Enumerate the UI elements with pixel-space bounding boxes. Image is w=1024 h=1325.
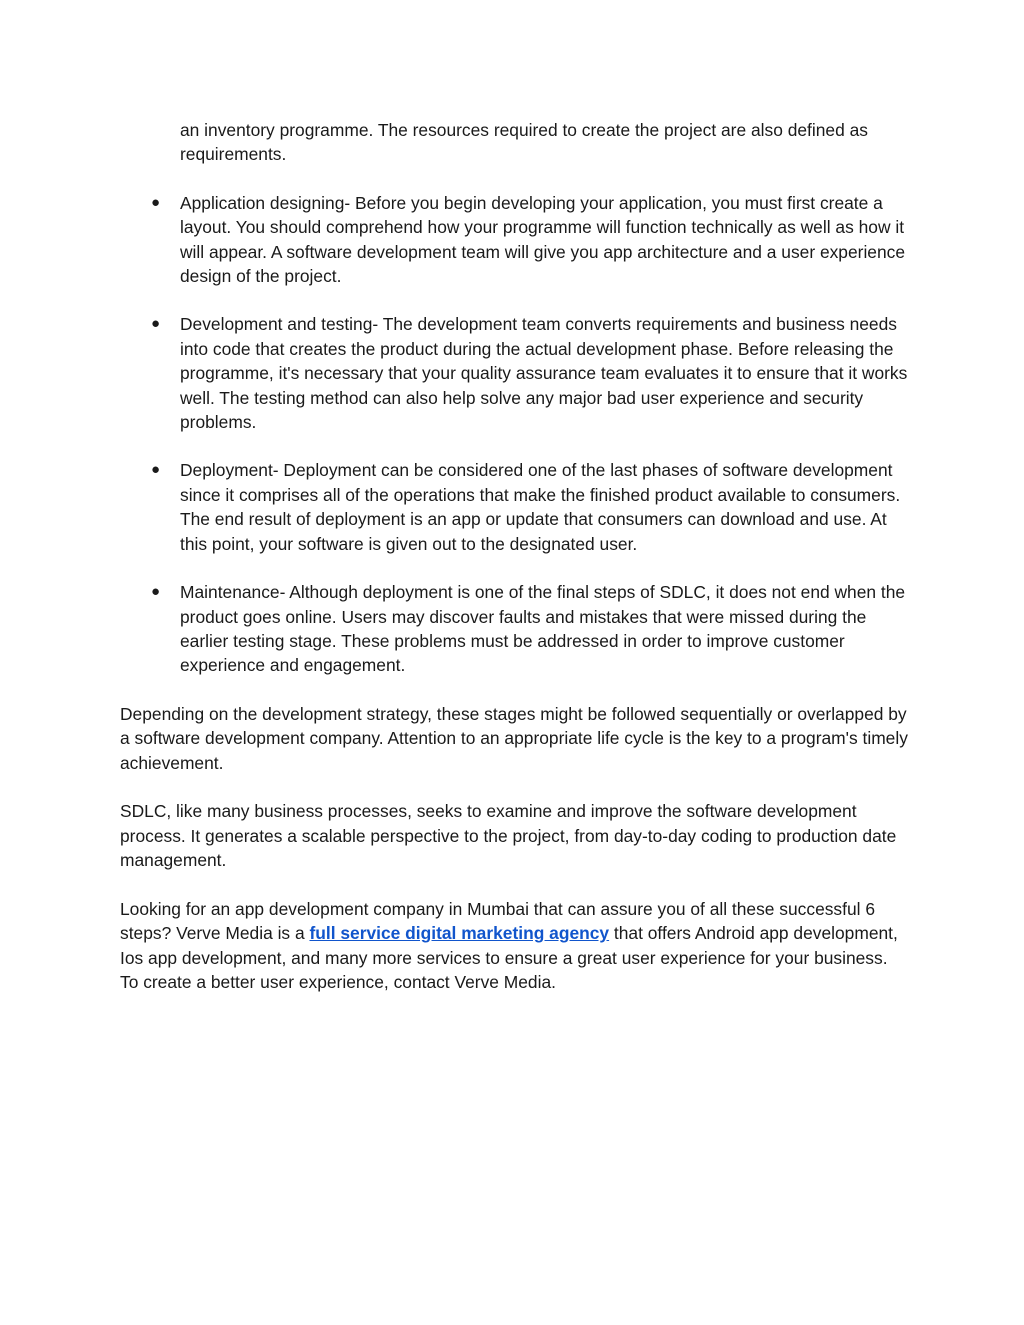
bullet-icon: ● bbox=[151, 315, 161, 333]
bullet-icon: ● bbox=[151, 461, 161, 479]
document-body bbox=[120, 118, 910, 1019]
paragraph-development-strategy: Depending on the development strategy, these stages might be followed sequentially or overlapped by a software development company. Attention to an appropriate life cycle is the key to a program's timely achievement. bbox=[120, 703, 908, 773]
continuation-paragraph: an inventory programme. The resources required to create the project are also defined as requirements. bbox=[180, 120, 868, 165]
list-item-text: Development and testing- The development team converts requirements and business needs into code that creates the product during the actual development phase. Before releasing the programme, it's necessary that your quality assurance team evaluates it to ensure that it works well. The testing method can also help solve any major bad user experience and security problems. bbox=[180, 314, 908, 433]
closing-text-after-link: that offers Android app development, Ios app development, and many more services to ensure a great user experience for your business. To create a better user experience, contact Verve Media. bbox=[120, 923, 898, 993]
paragraph-sdlc-processes: SDLC, like many business processes, seeks to examine and improve the software development process. It generates a scalable perspective to the project, from day-to-day coding to production date management. bbox=[120, 801, 897, 871]
closing-text-before-link: Looking for an app development company in Mumbai that can assure you of all these successful 6 steps? Verve Media is a bbox=[120, 898, 875, 944]
bullet-icon: ● bbox=[151, 583, 161, 601]
list-item-maintenance bbox=[120, 580, 910, 678]
list-item-application-designing bbox=[120, 191, 910, 289]
list-item-deployment bbox=[120, 458, 910, 556]
list-item-development-and-testing bbox=[120, 312, 910, 434]
bullet-icon: ● bbox=[151, 193, 161, 211]
sdlc-steps-list bbox=[120, 191, 910, 678]
paragraph-closing bbox=[120, 897, 910, 995]
digital-marketing-agency-link[interactable]: full service digital marketing agency bbox=[309, 923, 610, 944]
list-item-text: Deployment- Deployment can be considered one of the last phases of software development since it comprises all of the operations that make the finished product available to consumers. The end result of deployment is an app or update that consumers can download and use. At this point, your software is given out to the designated user. bbox=[180, 460, 901, 554]
list-item-text: Maintenance- Although deployment is one of the final steps of SDLC, it does not end when the product goes online. Users may discover faults and mistakes that were missed during the earlier testing stage. These problems must be addressed in order to improve customer experience and engagement. bbox=[180, 582, 906, 676]
list-item-text: Application designing- Before you begin developing your application, you must first create a layout. You should comprehend how your programme will function technically as well as how it will appear. A software development team will give you app architecture and a user experience design of the project. bbox=[180, 192, 906, 287]
